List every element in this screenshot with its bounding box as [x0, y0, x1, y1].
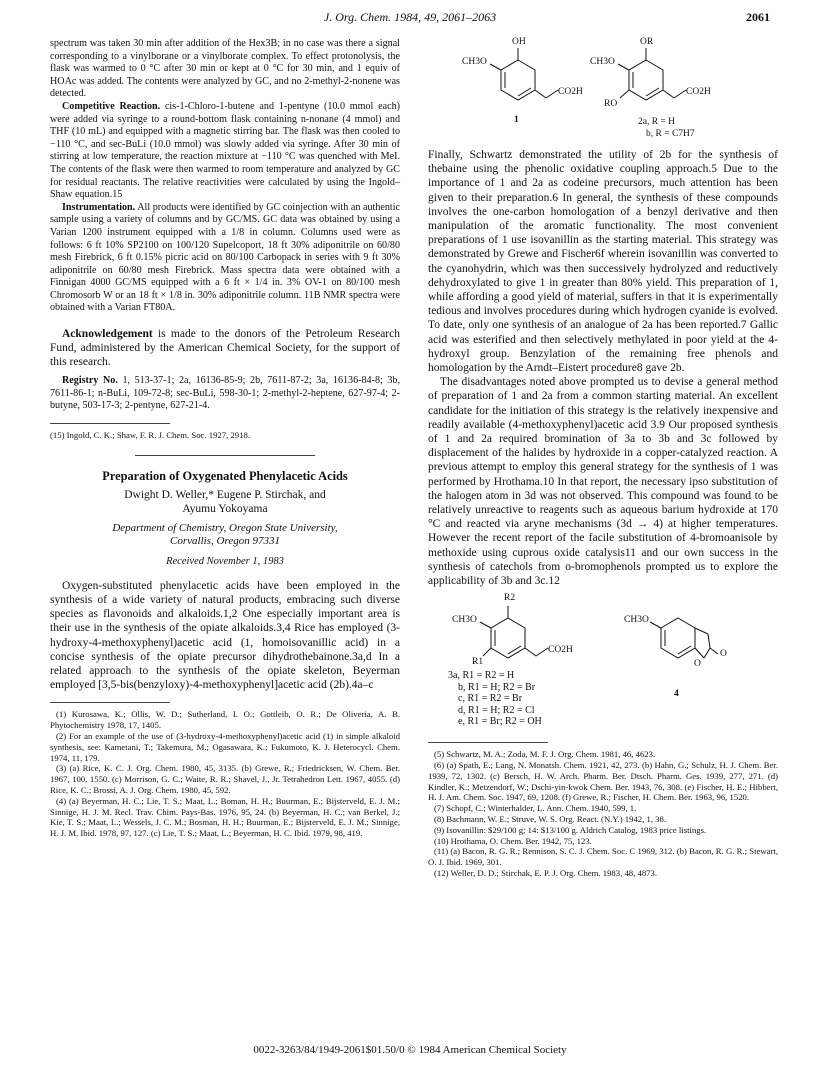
- paragraph: Oxygen-substituted phenylacetic acids have been employed in the synthesis of a wide variety of natural products, embracing such diverse species as flavonoids and alkaloids.1,2 One especially important area is their use in the synthesis of the opiate alkaloids.3,4 Rice has employed (3-hydroxy-4-methoxyphenyl)acetic acid (1, homoisovanillic acid) in a concise synthesis of the opiate precursor dihydrothebainone.3a,d In a related approach to the synthesis of the opiate skeleton, Beyerman employed [3,5-bis(benzyloxy)-4-methoxyphenyl]acetic acid (2b).4a–c: [50, 579, 400, 692]
- right-column: [428, 38, 778, 879]
- paragraph: The disadvantages noted above prompted us to devise a general method of preparation of 1 and 2a from a common starting material. An excellent candidate for the initiation of this strategy is the relatively inexpensive and readily available (4-methoxyphenyl)acetic acid 3.9 Our proposed synthesis of 1 and 2a required bromination of 3a to 3b and 3c followed by displacement of the halides by hydroxide in a copper-catalyzed reaction. A previous attempt to employ this general strategy for the synthesis of 1 was performed by Hrothama.10 In that report, the necessary ipso substitution of the halogen atom in 3d was not observed. This compound was found to be relatively unreactive to reagents such as aqueous barium hydroxide at 170 °C and reacted via aryne mechanisms (3d → 4) at higher temperatures. However the recent report of the facile substitution of 4-bromoanisole by methoxide using cuprous oxide catalysis11 and our own success in the synthesis of catechols from o-bromophenols prompted us to explore the applicability of 3b and 3c.12: [428, 376, 778, 588]
- footnote: (6) (a) Spath, E.; Lang, N. Monatsh. Chem. 1921, 42, 273. (b) Hahn, G.; Schulz, H. J. Chem. Ber. 1939, 72, 1302. (c) Bersch, H. W. Arch. Pharm. Ber. Dtsch. Pharm. Ges. 1939, 277, 271. (d) Kindler, K.; Metzendorf, W.; Dschi-yin-kwok Chem. Ber. 1943, 76, 308. (e) Fischer, H. E.; Hibbert, H. J. Am. Chem. Soc. 1947, 69, 1208. (f) Grewe, R.; Fischer, H. Chem. Ber. 1963, 96, 1520.: [428, 760, 778, 803]
- paragraph-text: cis-1-Chloro-1-butene and 1-pentyne (10.0 mmol each) were added via syringe to a round-bottom flask containing n-nonane (4 mmol) and THF (10 mL) and equipped with a magnetic stirring bar. The flask was then cooled to −110 °C, and sec-BuLi (10.0 mmol) was slowly added via syringe. After 30 min of stirring at low temperature, the reaction mixture at −110 °C was quenched with MeI. The contents of the flask were then warmed to room temperature and analyzed by GC for residual reactants. The relative reactivities were calculated by using the Ingold–Shaw equation.15: [50, 100, 400, 201]
- compound-label: b, R = C7H7: [646, 129, 695, 139]
- structure-label: CH3O: [452, 615, 477, 626]
- compound-label: 3a, R1 = R2 = H: [448, 670, 515, 682]
- footnote-rule: [50, 423, 170, 424]
- paragraph: spectrum was taken 30 min after addition of the Hex3B; in no case was there a signal corresponding to a vinylborane or a vinylborate complex. To effect protonolysis, the flask was warmed to 0 °C after 30 min or kept at 0 °C for 30 min, and 1 equiv of HOAc was added. The contents were analyzed by GC, and no 2-methyl-2-nonene was detected.: [50, 38, 400, 100]
- footnote: (7) Schopf, C.; Winterhalder, L. Ann. Chem. 1940, 599, 1.: [434, 803, 637, 814]
- page-footer: 0022-3263/84/1949-2061$01.50/0 © 1984 American Chemical Society: [253, 1044, 567, 1056]
- compound-label: e, R1 = Br; R2 = OH: [458, 716, 542, 728]
- structure-1-2-drawing: [428, 38, 778, 148]
- structure-label: CO2H: [558, 87, 583, 97]
- footnote: (9) Isovanillin: $29/100 g; 14: $13/100 g. Aldrich Catalog, 1983 price listings.: [434, 824, 707, 835]
- run-in-heading: Acknowledgement: [62, 328, 153, 341]
- structures-1-2: [428, 38, 778, 148]
- structure-label: OR: [640, 37, 654, 47]
- affiliation-line: Corvallis, Oregon 97331: [170, 535, 280, 548]
- footnote: (1) Kurosawa, K.; Ollis, W. D.; Sutherland, I. O.; Gottleib, O. R.; De Oliveria, A. B. Phytochemistry 1978, 17, 1405.: [50, 709, 400, 731]
- received-date: Received November 1, 1983: [166, 556, 284, 568]
- footnote: (12) Weller, D. D.; Stirchak, E. P. J. Org. Chem. 1983, 48, 4873.: [434, 868, 658, 879]
- structure-label: CO2H: [548, 645, 573, 656]
- compound-label: d, R1 = H; R2 = Cl: [458, 704, 535, 716]
- compound-number: 4: [674, 689, 679, 700]
- paragraph-text: is made to the donors of the Petroleum Research Fund, administered by the American Chemical Society, for the support of this research.: [50, 328, 400, 369]
- compound-number: 1: [514, 115, 519, 125]
- left-column: [50, 38, 400, 839]
- affiliation-line: Department of Chemistry, Oregon State University,: [112, 522, 338, 535]
- structure-label: RO: [604, 99, 618, 109]
- run-in-heading: Competitive Reaction.: [62, 100, 161, 112]
- paragraph-text: All products were identified by GC coinjection with an authentic sample using a variety of columns and by GC/MS. GC data was obtained by using a Varian 1200 instrument equipped with a 1/8 in column. Columns used were as follows: 6 ft 10% SP2100 on 100/120 Supelcoport, 18 ft 30% adiponitrile on 60/80 mesh Firebrick, 6 ft 0.15% picric acid on 80/100 Carbopack in series with 9 ft 30% adiponitrile on 60/80 mesh Firebrick. Mass spectra data were obtained with a Finnigan 4000 GC/MS equipped with a 6 ft × 1/4 in. 3% OV-1 on 80/100 mesh Chromosorb W or an 18 ft × 1/8 in. 30% adiponitrile column. 11B NMR spectra were obtained with a Varian FT80A.: [50, 201, 400, 314]
- structure-label: CH3O: [462, 57, 487, 67]
- paragraph: Finally, Schwartz demonstrated the utility of 2b for the synthesis of thebaine using the phenolic oxidative coupling approach.5 Due to the importance of 1 and 2a as codeine precursors, much attention has been given to their preparation.6 In general, the synthesis of these compounds involves the one-carbon homologation of a benzyl derivative and then manipulation of the aromatic functionality. The most convenient preparations of 1 use isovanillin as the starting material. This strategy was demonstrated by Grewe and Fischer6f wherein isovanillin was converted to the cyanohydrin, which was then successively hydrolyzed and reductively dehydroxylated to give 1 in greater than 80% yield. This preparation of 1, while affording a good yield of material, suffers in that it is experimentally tedious and involves procedures during which hydrogen cyanide is evolved. To date, only one synthesis of an analogue of 2a has been reported.7 Gallic acid was esterified and then selectively methylated in poor yield at the 4-hydroxyl group. Benzylation of the remaining free phenols and homologation by the Arndt–Eistert procedure8 gave 2b.: [428, 149, 778, 375]
- structure-label: R1: [472, 657, 484, 668]
- page-header: [0, 10, 820, 28]
- footnote-rule: [428, 742, 548, 743]
- affiliation: [50, 522, 400, 548]
- footnotes: [50, 709, 400, 839]
- run-in-heading: Instrumentation.: [62, 201, 136, 213]
- footnote: (11) (a) Bacon, R. G. R.; Rennison, S. C. J. Chem. Soc. C 1969, 312. (b) Bacon, R. G. R.; Stewart, O. J. Ibid. 1969, 301.: [428, 846, 778, 868]
- compound-list: [448, 670, 542, 728]
- footnote: (10) Hrothama, O. Chem. Ber. 1942, 75, 123.: [434, 835, 592, 846]
- structure-label: CH3O: [624, 615, 649, 626]
- compound-label: b, R1 = H; R2 = Br: [458, 681, 536, 693]
- journal-citation: J. Org. Chem. 1984, 49, 2061–2063: [323, 10, 497, 24]
- run-in-heading: Registry No.: [62, 375, 118, 387]
- structures-3-4: [428, 593, 778, 736]
- author-line: Dwight D. Weller,* Eugene P. Stirchak, and: [124, 489, 326, 502]
- footnote: (8) Bachmann, W. E.; Struve, W. S. Org. React. (N.Y.) 1942, 1, 38.: [434, 814, 667, 825]
- footnotes: [428, 749, 778, 879]
- compound-label: c, R1 = R2 = Br: [458, 693, 523, 705]
- structure-label: OH: [512, 37, 526, 47]
- paragraph: [50, 202, 400, 315]
- footnote: (5) Schwartz, M. A.; Zoda, M. F. J. Org. Chem. 1981, 46, 4623.: [434, 749, 656, 760]
- page-number: 2061: [746, 10, 770, 24]
- paragraph: [50, 101, 400, 202]
- footnote: (2) For an example of the use of (3-hydroxy-4-methoxyphenyl)acetic acid (1) in simple alkaloid synthesis, see: Kametani, T.; Takemura, M.; Ogasawara, K.; Fukumoto, K. J. Heterocycl. Chem. 1974, 11, 179.: [50, 731, 400, 763]
- structure-label: CH3O: [590, 57, 615, 67]
- compound-label: 2a, R = H: [638, 117, 676, 127]
- footnote: (15) Ingold, C. K.; Shaw, F. R. J. Chem. Soc. 1927, 2918.: [50, 429, 251, 440]
- structure-label: R2: [504, 593, 516, 604]
- article-title: Preparation of Oxygenated Phenylacetic Acids: [102, 468, 348, 483]
- structure-label: O: [694, 659, 701, 670]
- structure-label: CO2H: [686, 87, 711, 97]
- footnote: (4) (a) Beyerman, H. C.; Lie, T. S.; Maat, L.; Boman, H. H.; Buurman, E.; Bijsterveld, E. J. M.; Sinnige, H. J. M. Recl. Trav. Chim. Pays-Bas. 1976, 95, 24. (b) Beyerman, H. C.; van Berkel, J.; Kie, T. S.; Maat, L.; Wessels, J. C. M.; Bosman, H. H.; Buurman, E.; Bijsterveld, E. J. M.; Sinnige, H. J. M. Ibid. 1978, 97, 127. (c) Lie, T. S.; Maat, L.; Beyerman, H. C. Ibid. 1979, 98, 419.: [50, 795, 400, 839]
- footnote-rule: [50, 702, 170, 703]
- authors: [50, 488, 400, 516]
- author-line: Ayumu Yokoyama: [182, 503, 268, 516]
- acknowledgement: [50, 327, 400, 369]
- structure-label: O: [720, 649, 727, 660]
- article-separator: [135, 455, 315, 456]
- footnote: (3) (a) Rice, K. C. J. Org. Chem. 1980, 45, 3135. (b) Grewe, R.; Friedricksen, W. Chem. Ber. 1967, 100, 1550. (c) Morrison, G. C.; Waite, R. R.; Shavel, J., Jr. Tetrahedron Lett. 1967, 4055. (d) Rice, K. C.; Brossi, A. J. Org. Chem. 1980, 45, 592.: [50, 763, 400, 796]
- paragraph-text: 1, 513-37-1; 2a, 16136-85-9; 2b, 7611-87-2; 3a, 16136-84-8; 3b, 7611-86-1; n-BuLi, 109-72-8; sec-BuLi, 598-30-1; 2-methyl-2-heptene, 627-97-4; 2-butyne, 503-17-3; 2-pentyne, 627-21-4.: [50, 375, 400, 412]
- registry-numbers: [50, 375, 400, 413]
